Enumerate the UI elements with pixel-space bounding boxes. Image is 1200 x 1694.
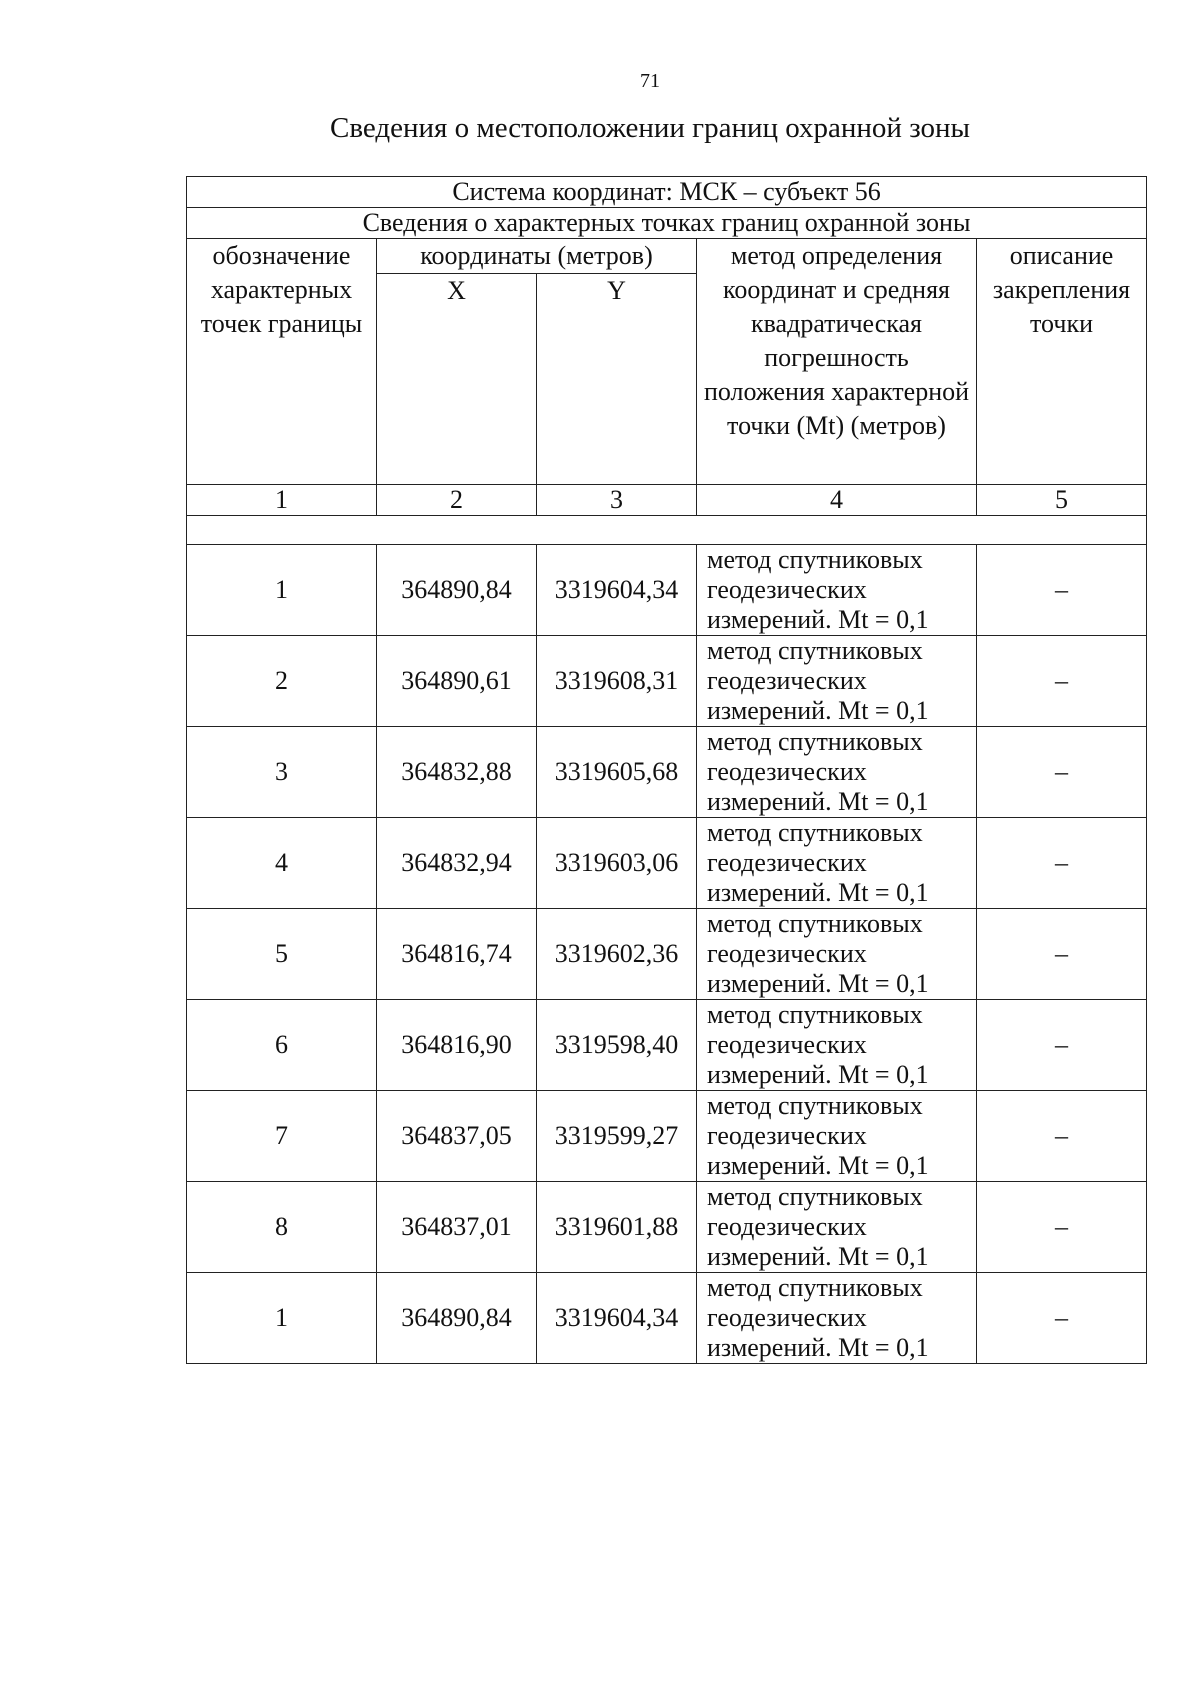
y-coordinate-cell: 3319604,34 <box>537 545 697 636</box>
header-designation: обозначение характерных точек границы <box>187 239 377 485</box>
y-coordinate-cell: 3319604,34 <box>537 1273 697 1364</box>
column-number: 3 <box>537 485 697 516</box>
method-cell: метод спутниковых геодезических измерений. Mt = 0,1 <box>697 1000 977 1091</box>
y-coordinate-cell: 3319601,88 <box>537 1182 697 1273</box>
y-coordinate-cell: 3319605,68 <box>537 727 697 818</box>
method-cell: метод спутниковых геодезических измерений. Mt = 0,1 <box>697 909 977 1000</box>
point-cell: 4 <box>187 818 377 909</box>
method-cell: метод спутниковых геодезических измерений. Mt = 0,1 <box>697 1091 977 1182</box>
x-coordinate-cell: 364890,84 <box>377 545 537 636</box>
description-cell: – <box>977 636 1147 727</box>
description-cell: – <box>977 1273 1147 1364</box>
y-coordinate-cell: 3319608,31 <box>537 636 697 727</box>
point-cell: 7 <box>187 1091 377 1182</box>
point-cell: 1 <box>187 1273 377 1364</box>
header-description: описание закрепления точки <box>977 239 1147 485</box>
y-coordinate-cell: 3319602,36 <box>537 909 697 1000</box>
point-cell: 1 <box>187 545 377 636</box>
x-coordinate-cell: 364837,05 <box>377 1091 537 1182</box>
boundary-points-table <box>186 176 1147 1364</box>
point-cell: 5 <box>187 909 377 1000</box>
x-coordinate-cell: 364890,84 <box>377 1273 537 1364</box>
x-coordinate-cell: 364832,88 <box>377 727 537 818</box>
x-coordinate-cell: 364890,61 <box>377 636 537 727</box>
table-row <box>187 545 1147 636</box>
method-cell: метод спутниковых геодезических измерений. Mt = 0,1 <box>697 818 977 909</box>
column-number: 5 <box>977 485 1147 516</box>
empty-separator-row <box>187 516 1147 545</box>
table-row <box>187 1091 1147 1182</box>
table-row <box>187 1182 1147 1273</box>
description-cell: – <box>977 1182 1147 1273</box>
header-x: X <box>377 274 537 485</box>
column-number: 4 <box>697 485 977 516</box>
method-cell: метод спутниковых геодезических измерений. Mt = 0,1 <box>697 1182 977 1273</box>
table-row <box>187 909 1147 1000</box>
x-coordinate-cell: 364816,90 <box>377 1000 537 1091</box>
point-cell: 6 <box>187 1000 377 1091</box>
section-caption: Сведения о характерных точках границ охранной зоны <box>187 208 1147 239</box>
method-cell: метод спутниковых геодезических измерений. Mt = 0,1 <box>697 727 977 818</box>
description-cell: – <box>977 1000 1147 1091</box>
description-cell: – <box>977 1091 1147 1182</box>
coordinate-system-caption: Система координат: МСК – субъект 56 <box>187 177 1147 208</box>
description-cell: – <box>977 818 1147 909</box>
column-number: 1 <box>187 485 377 516</box>
x-coordinate-cell: 364832,94 <box>377 818 537 909</box>
point-cell: 8 <box>187 1182 377 1273</box>
description-cell: – <box>977 909 1147 1000</box>
point-cell: 3 <box>187 727 377 818</box>
x-coordinate-cell: 364837,01 <box>377 1182 537 1273</box>
document-title: Сведения о местоположении границ охранной зоны <box>329 112 970 144</box>
page-number: 71 <box>640 70 660 92</box>
header-coordinates: координаты (метров) <box>377 239 697 274</box>
x-coordinate-cell: 364816,74 <box>377 909 537 1000</box>
description-cell: – <box>977 545 1147 636</box>
method-cell: метод спутниковых геодезических измерений. Mt = 0,1 <box>697 545 977 636</box>
y-coordinate-cell: 3319599,27 <box>537 1091 697 1182</box>
header-method: метод определения координат и средняя квадратическая погрешность положения характерной точки (Mt) (метров) <box>697 239 977 485</box>
table-row <box>187 727 1147 818</box>
table-row <box>187 636 1147 727</box>
method-cell: метод спутниковых геодезических измерений. Mt = 0,1 <box>697 1273 977 1364</box>
table-row <box>187 818 1147 909</box>
y-coordinate-cell: 3319603,06 <box>537 818 697 909</box>
header-y: Y <box>537 274 697 485</box>
y-coordinate-cell: 3319598,40 <box>537 1000 697 1091</box>
point-cell: 2 <box>187 636 377 727</box>
description-cell: – <box>977 727 1147 818</box>
column-number: 2 <box>377 485 537 516</box>
method-cell: метод спутниковых геодезических измерений. Mt = 0,1 <box>697 636 977 727</box>
table-row <box>187 1273 1147 1364</box>
table-row <box>187 1000 1147 1091</box>
